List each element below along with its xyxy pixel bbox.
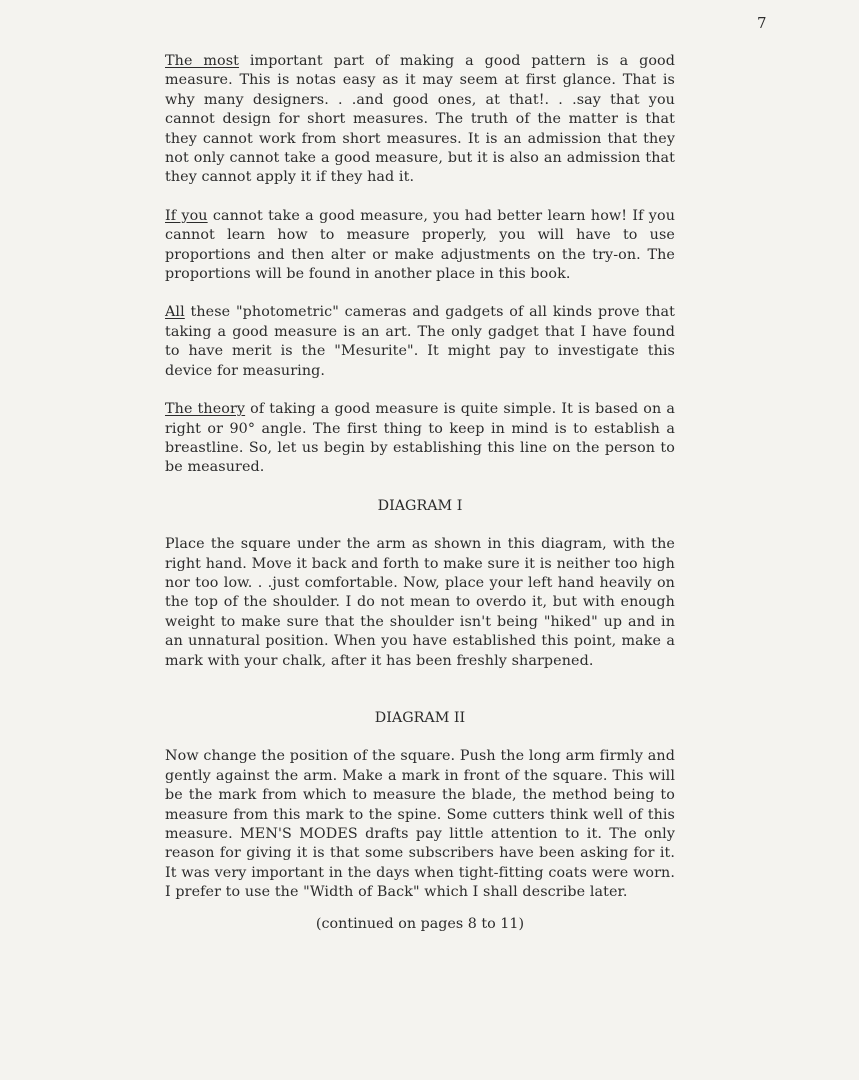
document-body bbox=[165, 34, 675, 934]
paragraph-good-measure bbox=[165, 52, 675, 188]
paragraph-text: these "photometric" cameras and gadgets of all kinds prove that taking a good measure is an art. The only gadget that I have found to have merit is the "Mesurite". It might pay to investigate this device for measuring. bbox=[165, 304, 675, 379]
paragraph-lead: The theory bbox=[165, 401, 246, 418]
paragraph-lead: The most bbox=[165, 53, 240, 69]
diagram-1-heading: DIAGRAM I bbox=[377, 497, 463, 514]
paragraph-text: important part of making a good pattern is a good measure. This is notas easy as it may seem at first glance. That is why many designers. . .and good ones, at that!. . .say that you cannot design for short measures. The truth of the matter is that they cannot work from short measures. It is an admission that they not only cannot take a good measure, but it is also an admission that they cannot apply it if they had it. bbox=[165, 53, 676, 186]
paragraph-lead: All bbox=[165, 304, 185, 321]
paragraph-theory bbox=[165, 400, 675, 478]
paragraph-learn-how bbox=[165, 207, 675, 285]
diagram-2-text: Now change the position of the square. Push the long arm firmly and gently against the arm. Make a mark in front of the square. This will be the mark from which to measure the blade, the method being to measure from this mark to the spine. Some cutters think well of this measure. MEN'S MODES drafts pay little attention to it. The only reason for giving it is that some subscribers have been asking for it. It was very important in the days when tight-fitting coats were worn. I prefer to use the "Width of Back" which I shall describe later. bbox=[165, 748, 675, 901]
paragraph-lead: If you bbox=[165, 207, 208, 224]
paragraph-text: of taking a good measure is quite simple. It is based on a right or 90° angle. The first thing to keep in mind is to establish a breastline. So, let us begin by establishing this line on the person to be measured. bbox=[165, 401, 675, 476]
continued-note: (continued on pages 8 to 11) bbox=[315, 915, 525, 932]
paragraph-gadgets bbox=[165, 303, 675, 381]
paragraph-text: cannot take a good measure, you had better learn how! If you cannot learn how to measure properly, you will have to use proportions and then alter or make adjustments on the try-on. The proportions will be found in another place in this book. bbox=[165, 207, 675, 283]
diagram-2-heading: DIAGRAM II bbox=[374, 709, 466, 726]
diagram-1-text: Place the square under the arm as shown in this diagram, with the right hand. Move it back and forth to make sure it is neither too high nor too low. . .just comfortable. Now, place your left hand heavily on the top of the shoulder. I do not mean to overdo it, but with enough weight to make sure that the shoulder isn't being "hiked" up and in an unnatural position. When you have established this point, make a mark with your chalk, after it has been freshly sharpened. bbox=[165, 536, 675, 669]
page-number: 7 bbox=[757, 14, 767, 32]
